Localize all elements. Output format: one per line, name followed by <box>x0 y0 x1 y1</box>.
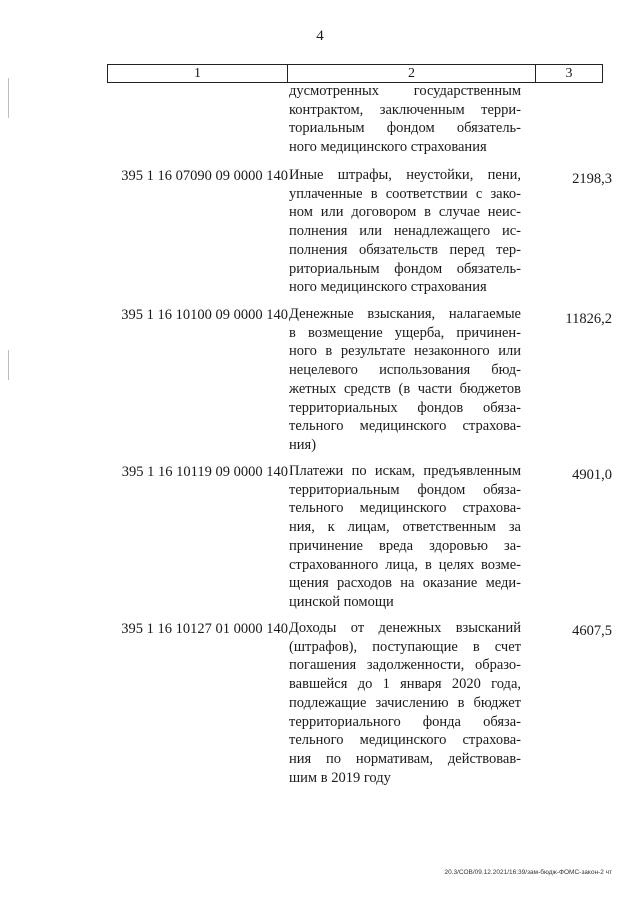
page-number: 4 <box>316 28 324 44</box>
description-line: территориального фонда обяза- <box>289 713 521 730</box>
description-line: полнения или ненадлежащего ис- <box>289 223 521 240</box>
row-amount: 4901,0 <box>572 467 612 483</box>
row-code: 395 1 16 10127 01 0000 140 <box>121 621 288 637</box>
description-line: полнения обязательств перед тер- <box>289 241 521 258</box>
description-line: вавшейся до 1 января 2020 года, <box>289 676 521 693</box>
description-line: дусмотренных государственным <box>289 83 521 99</box>
description-line: жетных средств (в части бюджетов <box>289 380 521 397</box>
description-line: территориальных фондов обяза- <box>289 399 521 416</box>
description-line: погашения задолженности, образо- <box>289 657 521 674</box>
row-amount: 11826,2 <box>565 311 612 327</box>
description-line: Денежные взыскания, налагаемые <box>289 306 521 322</box>
description-line: Доходы от денежных взысканий <box>289 620 521 636</box>
description-line: ного в результате незаконного или <box>289 343 521 360</box>
description-line: ного медицинского страхования <box>289 139 487 156</box>
row-description <box>289 619 521 787</box>
footer-reference: 20.3/СОВ/09.12.2021/16:39/зам-бюдж-ФОМС-закон-2 чт <box>444 869 612 876</box>
header-col-2: 2 <box>288 65 536 82</box>
scan-margin-mark <box>8 78 9 118</box>
description-line: Платежи по искам, предъявленным <box>289 463 521 479</box>
description-line: шим в 2019 году <box>289 769 391 786</box>
row-amount: 2198,3 <box>572 171 612 187</box>
description-line: щения расходов на оказание меди- <box>289 575 521 592</box>
description-line: риториальным фондом обязатель- <box>289 260 521 277</box>
description-line: тельного медицинского страхова- <box>289 500 521 517</box>
description-line: ном или договором в случае неис- <box>289 204 521 221</box>
description-line: ного медицинского страхования <box>289 279 487 296</box>
description-line: ния по нормативам, действовав- <box>289 750 521 767</box>
description-line: ния, к лицам, ответственным за <box>289 519 521 536</box>
header-col-3: 3 <box>565 66 573 81</box>
description-line: нецелевого использования бюд- <box>289 362 521 379</box>
row-description <box>289 166 521 297</box>
description-line: уплаченные в соответствии с зако- <box>289 185 521 202</box>
scan-margin-mark <box>8 350 9 380</box>
row-code: 395 1 16 07090 09 0000 140 <box>121 168 288 184</box>
row-description <box>289 462 521 612</box>
description-line: в возмещение ущерба, причинен- <box>289 324 521 341</box>
description-line: подлежащие зачислению в бюджет <box>289 694 521 711</box>
description-line: причинение вреда здоровью за- <box>289 537 521 554</box>
description-line: ния) <box>289 436 317 453</box>
continuation-description <box>289 82 521 157</box>
row-amount: 4607,5 <box>572 623 612 639</box>
description-line: ториальным фондом обязатель- <box>289 120 521 137</box>
row-code: 395 1 16 10119 09 0000 140 <box>121 464 288 480</box>
description-line: тельного медицинского страхова- <box>289 732 521 749</box>
description-line: тельного медицинского страхова- <box>289 418 521 435</box>
row-description <box>289 305 521 455</box>
description-line: Иные штрафы, неустойки, пени, <box>289 167 521 183</box>
description-line: цинской помощи <box>289 593 394 610</box>
description-line: контрактом, заключенным терри- <box>289 101 521 118</box>
description-line: (штрафов), поступающие в счет <box>289 638 521 655</box>
description-line: территориальным фондом обяза- <box>289 481 521 498</box>
header-col-1: 1 <box>108 65 288 82</box>
description-line: страхованного лица, в целях возме- <box>289 556 521 573</box>
table-header <box>107 64 603 83</box>
row-code: 395 1 16 10100 09 0000 140 <box>121 307 288 323</box>
